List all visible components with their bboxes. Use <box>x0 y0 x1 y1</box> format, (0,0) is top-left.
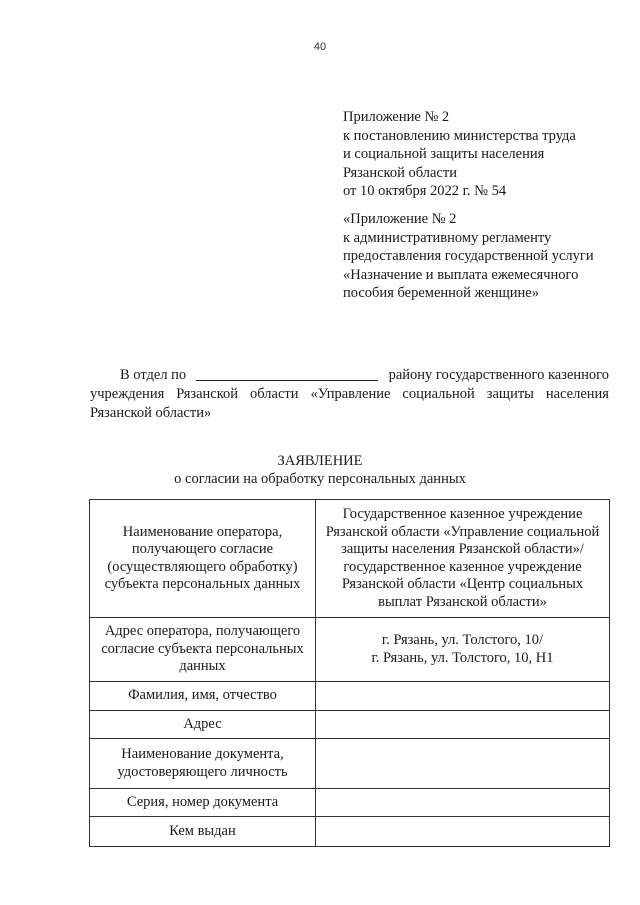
addressee-word: населения <box>545 386 609 402</box>
addressee-word: Рязанской <box>176 386 239 402</box>
document-number-field[interactable] <box>316 789 610 817</box>
table-row <box>90 618 610 682</box>
full-name-field[interactable] <box>316 682 610 711</box>
table-row <box>90 711 610 739</box>
document-subtitle: о согласии на обработку персональных данных <box>174 471 466 487</box>
annex-line: и социальной защиты населения <box>343 146 545 162</box>
addressee-word: учреждения <box>90 386 165 402</box>
addressee-word: защиты <box>486 386 534 402</box>
id-document-field[interactable] <box>316 739 610 789</box>
annex-resolution-block <box>343 108 623 201</box>
table-row <box>90 739 610 789</box>
addressee-line-3 <box>90 404 609 423</box>
annex-line: Приложение № 2 <box>343 109 450 125</box>
address-field[interactable] <box>316 711 610 739</box>
id-document-label: Наименование документа, удостоверяющего личность <box>90 739 316 789</box>
operator-name-value: Государственное казенное учреждение Рязанской области «Управление социальной защиты населения Рязанской области»/ государственное казенное учреждение Рязанской области «Центр социальных выплат Рязанской области» <box>316 500 610 618</box>
operator-address-label: Адрес оператора, получающего согласие субъекта персональных данных <box>90 618 316 682</box>
annex-line: пособия беременной женщине» <box>343 285 539 301</box>
issued-by-label: Кем выдан <box>90 817 316 847</box>
annex-line: «Назначение и выплата ежемесячного <box>343 266 579 283</box>
document-title: ЗАЯВЛЕНИЕ <box>277 453 363 469</box>
table-row <box>90 789 610 817</box>
annex-line: к административному регламенту <box>343 229 552 246</box>
addressee-end: району государственного казенного <box>388 367 609 383</box>
operator-name-label: Наименование оператора, получающего согласие (осуществляющего обработку) субъекта персональных данных <box>90 500 316 618</box>
document-number-label: Серия, номер документа <box>90 789 316 817</box>
address-label: Адрес <box>90 711 316 739</box>
addressee-end-line: Рязанской области» <box>90 405 212 421</box>
addressee-line-1 <box>120 366 609 385</box>
annex-line: предоставления государственной услуги <box>343 248 594 264</box>
annex-line: к постановлению министерства труда <box>343 127 576 144</box>
department-blank-field[interactable] <box>196 366 378 381</box>
full-name-label: Фамилия, имя, отчество <box>90 682 316 711</box>
addressee-word: социальной <box>402 386 475 402</box>
addressee-word: «Управление <box>310 386 391 402</box>
table-row <box>90 817 610 847</box>
issued-by-field[interactable] <box>316 817 610 847</box>
operator-address-value: г. Рязань, ул. Толстого, 10/ г. Рязань, ул. Толстого, 10, Н1 <box>316 618 610 682</box>
addressee-word: области <box>250 386 299 402</box>
page-number: 40 <box>313 41 327 53</box>
addressee-line-2 <box>90 385 609 404</box>
annex-line: Рязанской области <box>343 164 457 181</box>
consent-form-table <box>89 499 610 847</box>
addressee-start: В отдел по <box>120 367 187 383</box>
annex-line: «Приложение № 2 <box>343 211 457 227</box>
table-row <box>90 500 610 618</box>
annex-regulation-block <box>343 210 623 303</box>
annex-line: от 10 октября 2022 г. № 54 <box>343 183 507 199</box>
addressee-block <box>90 366 609 423</box>
table-row <box>90 682 610 711</box>
